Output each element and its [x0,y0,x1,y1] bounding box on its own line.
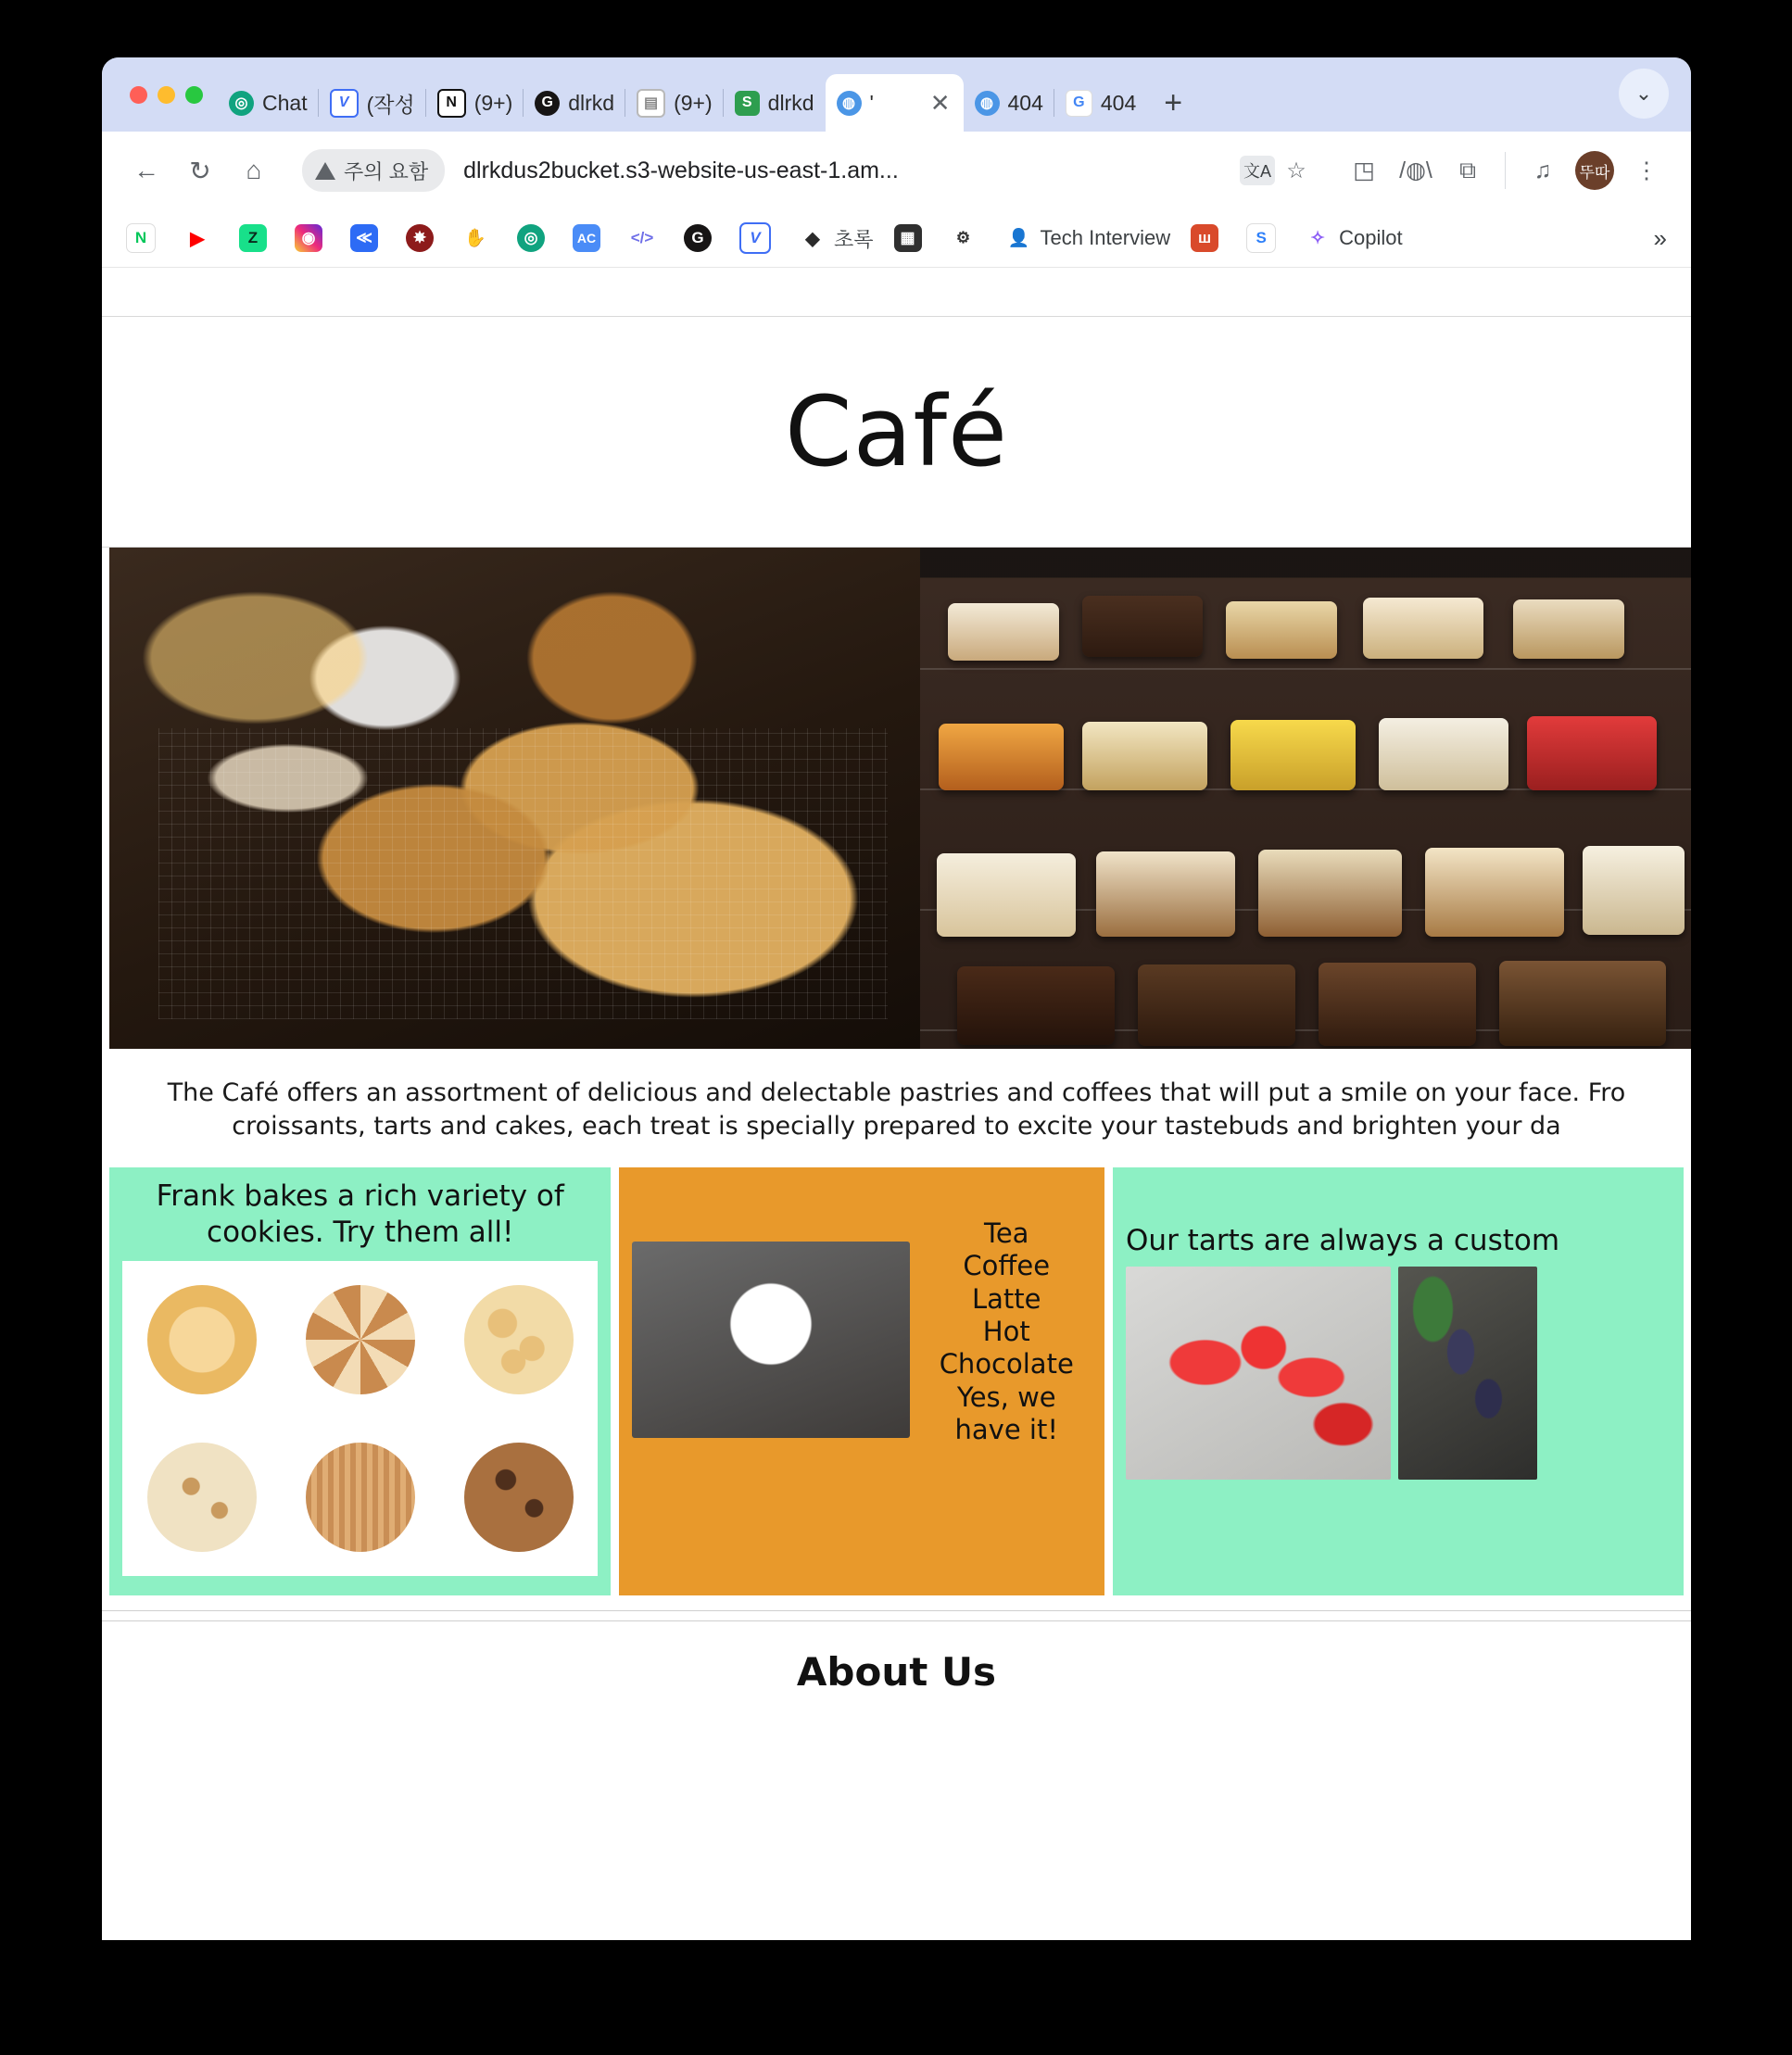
extension-wave-icon[interactable]: /◍\ [1399,158,1432,183]
globe-icon: ◍ [837,91,862,116]
assorted-cookies-photo [122,1261,598,1576]
drink-item: Latte [971,1282,1041,1315]
globe-icon: ◍ [975,91,1000,116]
drink-item: Chocolate [939,1348,1074,1381]
notion-icon: N [437,89,466,118]
seal-icon: ✸ [406,224,434,252]
tabstrip-right [1619,69,1691,132]
naver-icon: N [126,223,156,253]
tab-label: 404 [1007,90,1043,115]
about-section [102,1621,1691,1695]
home-button[interactable]: ⌂ [246,156,262,184]
extension-chrome-icon[interactable]: ◳ [1353,158,1375,183]
tab-active-cafe[interactable] [826,74,964,132]
card-drinks [619,1167,1104,1595]
tab-label: Chat [262,90,308,115]
tarts-photo-row [1113,1267,1684,1480]
hot-chocolate-cup-photo [632,1242,910,1438]
drink-item: have it! [954,1414,1058,1446]
site-header [102,317,1691,548]
bookmark-seal[interactable] [406,224,441,252]
about-title: About Us [796,1648,997,1695]
reload-button[interactable]: ↻ [189,156,211,185]
copilot-icon: ✧ [1304,224,1331,252]
tab-404-a[interactable] [964,74,1054,132]
toolbar-divider [1505,152,1506,189]
bookmark-github[interactable] [684,224,719,252]
close-window-button[interactable] [130,86,147,104]
bookmark-kx[interactable] [350,224,385,252]
security-warning-badge[interactable] [302,149,445,192]
card-cookies [109,1167,611,1595]
bookmarks-bar [102,209,1691,268]
bookmark-chorok[interactable] [799,224,874,253]
tab-label: ' [869,90,874,115]
bookmark-youtube[interactable] [183,224,219,252]
card-tarts [1113,1167,1684,1595]
github-icon: G [684,224,712,252]
new-tab-button[interactable]: + [1164,85,1183,120]
bookmark-naver[interactable] [126,223,163,253]
strawberry-tarts-photo [1126,1267,1391,1480]
tab-document[interactable] [625,74,724,132]
section-divider [102,1610,1691,1621]
page-content [102,268,1691,1940]
diamond-icon: ◆ [799,224,827,252]
github-icon: G [535,91,560,116]
velog-icon: V [739,222,771,254]
window-controls [102,57,218,132]
tab-velog[interactable] [319,74,426,132]
back-button[interactable]: ← [133,156,159,184]
cookie-image [306,1285,415,1394]
cookie-image [147,1285,257,1394]
bookmark-chatgpt[interactable] [517,224,552,252]
drink-item: Tea [984,1217,1029,1249]
pastries-and-coffee-photo [109,548,920,1049]
bookmark-s[interactable] [1246,223,1283,253]
bookmark-label: Copilot [1339,226,1403,249]
kx-icon: ≪ [350,224,378,252]
person-icon: 👤 [1005,224,1033,252]
browser-menu-icon[interactable]: ⋮ [1634,158,1659,183]
tab-label: dlrkd [767,90,814,115]
cooling-rack-overlay [158,728,889,1019]
avatar-initials: 뚜따 [1575,151,1614,190]
card-cookies-title: Frank bakes a rich variety of cookies. Try them all! [156,1179,564,1249]
close-icon[interactable]: ✕ [929,89,951,117]
cookie-image [464,1285,574,1394]
bookmark-hand[interactable] [461,224,497,252]
translate-icon[interactable]: 文A [1240,156,1275,185]
dark-icon: ▦ [894,224,922,252]
chatgpt-icon: ◎ [229,91,254,116]
tab-label: (9+) [674,90,713,115]
bookmark-star-icon[interactable]: ☆ [1286,158,1306,183]
tab-label: dlrkd [568,90,615,115]
drink-item: Coffee [963,1250,1051,1282]
bookmark-ac[interactable] [573,224,608,252]
extensions-puzzle-icon[interactable]: ⧉ [1459,157,1476,183]
zigbang-icon: Z [239,224,267,252]
page-top-spacer [102,268,1691,317]
toolbar-icons [1340,146,1671,195]
w-icon: ш [1191,224,1218,252]
hand-icon: ✋ [461,224,489,252]
tab-label: (9+) [473,90,513,115]
robot-icon: ⚙ [950,224,978,252]
chevron-down-icon[interactable]: ⌄ [1619,69,1669,119]
minimize-window-button[interactable] [158,86,175,104]
s3-icon: S [735,91,760,116]
tab-notion[interactable] [426,74,524,132]
bookmark-label: 초록 [834,227,874,251]
card-tarts-title: Our tarts are always a custom [1126,1223,1560,1257]
cookie-image [464,1443,574,1552]
bookmark-label: Tech Interview [1040,226,1171,249]
intro-line-1: The Café offers an assortment of delicious and delectable pastries and coffees that will put a smile on your face. Fro [167,1078,1626,1107]
cookie-image [147,1443,257,1552]
bookmark-zigbang[interactable] [239,224,274,252]
hero-image-row [102,548,1691,1049]
tab-404-b[interactable] [1054,74,1147,132]
tab-list [218,57,1619,132]
drinks-menu-list [910,1167,1104,1595]
tab-github[interactable] [524,74,625,132]
velog-icon: V [330,89,359,118]
drink-item: Yes, we [956,1381,1056,1413]
bookmark-robot[interactable] [950,224,985,252]
bookmark-code[interactable] [628,224,663,252]
intro-line-2: croissants, tarts and cakes, each treat is specially prepared to excite your tastebuds and brighten your da [232,1111,1561,1141]
cake-display-case-photo [920,548,1691,1049]
youtube-icon: ▶ [183,224,211,252]
instagram-icon: ◉ [295,224,322,252]
google-icon: G [1066,90,1092,117]
tab-label: 404 [1100,90,1137,115]
bookmark-instagram[interactable] [295,224,330,252]
security-warning-label: 주의 요함 [344,159,429,183]
s-icon: S [1246,223,1276,253]
browser-toolbar [102,132,1691,209]
code-icon: </> [628,224,656,252]
feature-cards-row [102,1167,1691,1595]
warning-triangle-icon [315,162,335,180]
bookmark-tech-interview[interactable] [1005,224,1171,252]
bookmarks-overflow-button[interactable]: » [1653,223,1667,252]
maximize-window-button[interactable] [185,86,203,104]
document-icon: ▤ [637,89,665,118]
bookmark-copilot[interactable] [1304,224,1402,252]
berry-tart-photo [1398,1267,1537,1480]
tab-label: (작성 [366,92,415,117]
cookie-image [306,1443,415,1552]
ac-icon: AC [573,224,600,252]
bookmark-w[interactable] [1191,224,1226,252]
tab-strip [102,57,1691,132]
browser-window [102,57,1691,1940]
url-text[interactable]: dlrkdus2bucket.s3-website-us-east-1.am... [463,157,899,183]
tab-s3[interactable] [724,74,826,132]
drink-item: Hot [982,1315,1030,1347]
chatgpt-icon: ◎ [517,224,545,252]
bookmark-velog[interactable] [739,222,778,254]
avatar[interactable] [1571,146,1619,195]
page-title: Café [785,375,1008,488]
tab-chatgpt[interactable] [218,74,319,132]
intro-paragraph [102,1049,1691,1167]
address-bar[interactable] [297,144,1321,197]
bookmark-dark[interactable] [894,224,929,252]
media-control-icon[interactable]: ♫ [1533,157,1552,183]
